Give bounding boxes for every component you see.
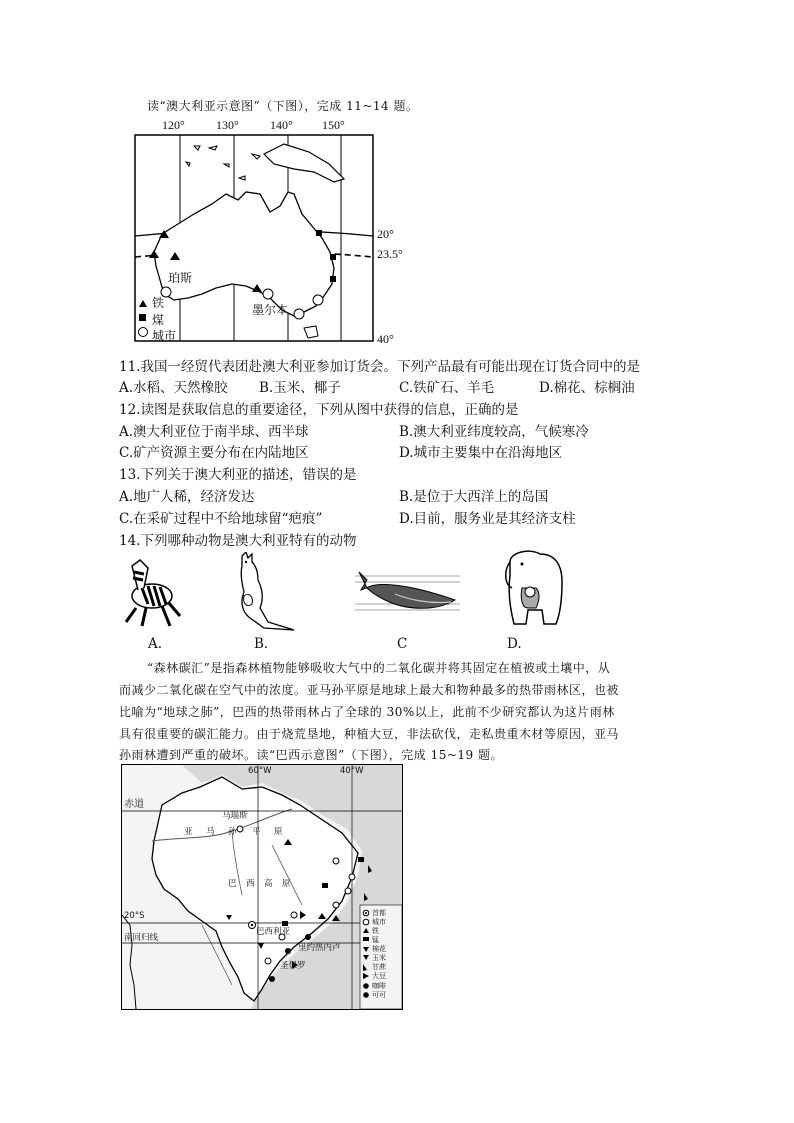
lat-label: 23.5° xyxy=(377,247,403,261)
place-label: 巴 xyxy=(228,879,237,889)
legend-coffee: 咖啡 xyxy=(372,982,386,990)
place-label: 马 xyxy=(206,827,215,837)
city-label-melbourne: 墨尔本 xyxy=(252,303,289,317)
question-11-stem: 11.我国一经贸代表团赴澳大利亚参加订货会。下列产品最有可能出现在订货合同中的是 xyxy=(119,359,640,375)
lat-label: 40° xyxy=(377,332,394,346)
legend-cotton: 棉花 xyxy=(372,945,386,953)
lon-label: 60°W xyxy=(248,766,272,776)
q14-option-c: C xyxy=(397,636,408,652)
paragraph-line-4: 具有很重要的碳汇能力。由于烧荒垦地，种植大豆，非法砍伐，走私贵重木材等原因，亚马 xyxy=(119,727,620,741)
place-label: 原 xyxy=(274,827,283,837)
lat-label-20s: 20°S xyxy=(124,911,145,921)
place-brasilia: 巴西利亚 xyxy=(256,927,291,937)
lon-label: 140° xyxy=(270,118,293,132)
legend-corn: 玉米 xyxy=(372,954,386,962)
q11-option-c: C.铁矿石、羊毛 xyxy=(399,380,495,396)
brazil-map xyxy=(121,764,403,1010)
paragraph-line-3: 比喻为“地球之肺”，巴西的热带雨林占了全球的 30%以上，此前不少研究都认为这片雨林 xyxy=(119,705,615,719)
question-12-stem: 12.读图是获取信息的重要途径，下列从图中获得的信息，正确的是 xyxy=(119,402,519,418)
place-label: 亚 xyxy=(184,827,193,837)
legend-coal: 煤 xyxy=(152,313,165,327)
legend-city: 城市 xyxy=(152,329,177,343)
brazil-map-graphic xyxy=(122,765,402,1009)
q14-option-a: A. xyxy=(148,636,163,652)
place-label: 孙 xyxy=(228,827,237,837)
q12-option-c: C.矿产资源主要分布在内陆地区 xyxy=(119,445,309,461)
q12-option-d: D.城市主要集中在沿海地区 xyxy=(399,445,563,461)
q14-option-b: B. xyxy=(254,636,269,652)
zebra-icon xyxy=(118,556,188,632)
legend-city: 城市 xyxy=(372,918,386,926)
legend-sugarcane: 甘蔗 xyxy=(372,963,386,971)
q11-option-d: D.棉花、棕榈油 xyxy=(539,380,635,396)
legend-iron: 铁 xyxy=(152,296,165,310)
lat-label-equator: 赤道 xyxy=(124,799,144,810)
legend-capital: 首都 xyxy=(372,909,386,917)
place-label: 西 xyxy=(246,879,255,889)
lat-label: 20° xyxy=(377,227,394,241)
q11-option-b: B.玉米、椰子 xyxy=(259,380,341,396)
q12-option-a: A.澳大利亚位于南半球、西半球 xyxy=(119,424,309,440)
legend-soybean: 大豆 xyxy=(372,972,386,980)
kangaroo-icon xyxy=(228,552,298,632)
whale-icon xyxy=(355,560,460,618)
place-rio: 里约热内卢 xyxy=(298,943,341,953)
lon-label: 130° xyxy=(216,118,239,132)
paragraph-line-5: 孙雨林遭到严重的破坏。读“巴西示意图”（下图），完成 15~19 题。 xyxy=(119,748,503,762)
city-label-perth: 珀斯 xyxy=(168,271,193,285)
q13-option-c: C.在采矿过程中不给地球留“疤痕” xyxy=(119,511,323,527)
elephant-icon xyxy=(500,548,566,630)
lon-label: 40°W xyxy=(340,766,364,776)
question-13-stem: 13.下列关于澳大利亚的描述，错误的是 xyxy=(119,467,357,483)
q13-option-d: D.目前，服务业是其经济支柱 xyxy=(399,511,576,527)
place-manaus: 马瑙斯 xyxy=(222,811,248,821)
paragraph-line-1: “森林碳汇”是指森林植物能够吸收大气中的二氧化碳并将其固定在植被或土壤中，从 xyxy=(147,661,611,675)
q11-option-a: A.水稻、天然橡胶 xyxy=(119,380,228,396)
lat-label-tropic: 南回归线 xyxy=(124,933,159,943)
place-label: 高 xyxy=(264,879,273,889)
q13-option-b: B.是位于大西洋上的岛国 xyxy=(399,489,549,505)
legend-iron: 铁 xyxy=(372,927,379,935)
q14-option-d: D. xyxy=(507,636,522,652)
place-label: 原 xyxy=(282,879,291,889)
australia-map xyxy=(134,118,414,350)
legend-cocoa: 可可 xyxy=(372,991,386,999)
lon-label: 150° xyxy=(322,118,345,132)
intro-text: 读“澳大利亚示意图”（下图），完成 11~14 题。 xyxy=(147,99,419,113)
paragraph-line-2: 而减少二氧化碳在空气中的浓度。亚马孙平原是地球上最大和物种最多的热带雨林区，也被 xyxy=(119,683,620,697)
question-14-stem: 14.下列哪种动物是澳大利亚特有的动物 xyxy=(119,533,357,549)
place-sao-paulo: 圣保罗 xyxy=(280,961,306,971)
lon-label: 120° xyxy=(162,118,185,132)
legend-manganese: 锰 xyxy=(372,936,379,944)
q13-option-a: A.地广人稀，经济发达 xyxy=(119,489,255,505)
place-label: 平 xyxy=(252,827,261,837)
q12-option-b: B.澳大利亚纬度较高，气候寒冷 xyxy=(399,424,589,440)
